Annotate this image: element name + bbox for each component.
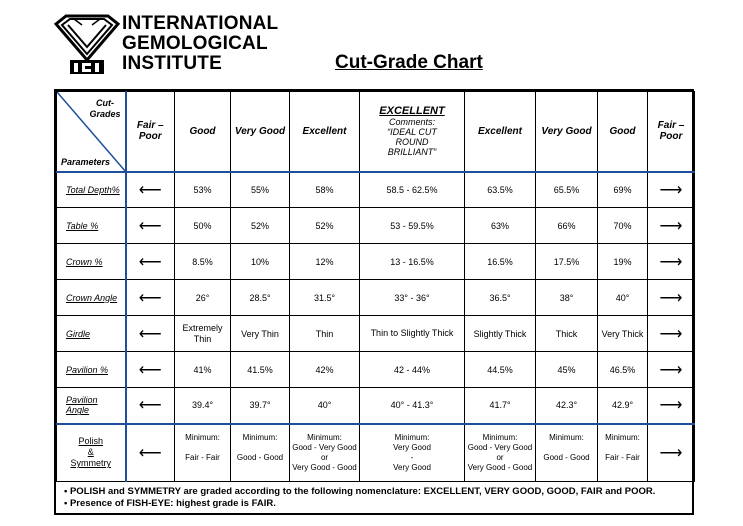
- polish-line: Minimum:: [242, 432, 278, 442]
- polish-line: Minimum:: [549, 432, 584, 442]
- note-fish-eye: • Presence of FISH-EYE: highest grade is FAIR.: [64, 498, 276, 509]
- left-arrow-icon: ⟵: [126, 352, 175, 388]
- value-cell: 70%: [598, 208, 648, 244]
- polish-line: Minimum:: [185, 432, 220, 442]
- value-cell: 33° - 36°: [360, 280, 465, 316]
- value-cell: Thin: [290, 316, 360, 352]
- parameter-row: [57, 352, 695, 388]
- ideal-comment-line: BRILLIANT”: [387, 146, 437, 157]
- value-cell: 63.5%: [465, 172, 536, 208]
- grade-good-left: [175, 92, 231, 172]
- right-arrow-icon: ⟶: [648, 172, 695, 208]
- value-cell: 69%: [598, 172, 648, 208]
- value-cell: 46.5%: [598, 352, 648, 388]
- polish-line: or: [496, 452, 504, 462]
- org-line-2: GEMOLOGICAL: [122, 33, 268, 54]
- grade-ideal: [360, 92, 465, 172]
- value-cell: 42%: [290, 352, 360, 388]
- value-cell: 38°: [536, 280, 598, 316]
- grade-good-right: [598, 92, 648, 172]
- grade-fair-poor-right: [648, 92, 695, 172]
- value-cell: 41%: [175, 352, 231, 388]
- value-cell: 31.5°: [290, 280, 360, 316]
- polish-line: Very Good: [393, 442, 431, 452]
- left-arrow-icon: ⟵: [126, 316, 175, 352]
- grade-label: Excellent: [302, 125, 347, 137]
- parameter-label: Pavilion %: [57, 352, 126, 388]
- polish-line: Very Good - Good: [292, 462, 357, 472]
- value-cell: 42.9°: [598, 388, 648, 424]
- polish-label-line: Polish: [78, 436, 103, 447]
- polish-label-line: &: [87, 447, 94, 458]
- value-cell: 45%: [536, 352, 598, 388]
- polish-cell: [598, 424, 648, 482]
- right-arrow-icon: ⟶: [648, 352, 695, 388]
- value-cell: 52%: [290, 208, 360, 244]
- value-cell: 36.5°: [465, 280, 536, 316]
- cut-grade-table: [54, 89, 694, 515]
- polish-line: or: [320, 452, 329, 462]
- parameter-label: Total Depth%: [57, 172, 126, 208]
- value-cell: 41.7°: [465, 388, 536, 424]
- value-cell: Extremely Thin: [175, 316, 231, 352]
- parameter-label: Crown %: [57, 244, 126, 280]
- grade-label: Good: [609, 125, 636, 137]
- polish-line: -: [410, 452, 414, 462]
- right-arrow-icon: ⟶: [648, 424, 695, 482]
- polish-symmetry-row: [57, 424, 695, 482]
- left-arrow-icon: ⟵: [126, 388, 175, 424]
- parameter-row: [57, 244, 695, 280]
- left-arrow-icon: ⟵: [126, 208, 175, 244]
- ideal-comment-line: “IDEAL CUT: [387, 126, 437, 137]
- value-cell: Very Thick: [598, 316, 648, 352]
- grade-label: Fair – Poor: [136, 120, 164, 143]
- value-cell: 44.5%: [465, 352, 536, 388]
- parameter-label: Crown Angle: [57, 280, 126, 316]
- value-cell: 42.3°: [536, 388, 598, 424]
- value-cell: 10%: [231, 244, 290, 280]
- polish-cell: [175, 424, 231, 482]
- organization-name: [122, 14, 278, 74]
- left-arrow-icon: ⟵: [126, 424, 175, 482]
- right-arrow-icon: ⟶: [648, 280, 695, 316]
- value-cell: 66%: [536, 208, 598, 244]
- value-cell: 40°: [598, 280, 648, 316]
- polish-line: Minimum:: [605, 432, 640, 442]
- left-arrow-icon: ⟵: [126, 280, 175, 316]
- polish-line: Good - Good: [543, 452, 590, 462]
- value-cell: 65.5%: [536, 172, 598, 208]
- polish-line: Good - Very Good: [292, 442, 357, 452]
- parameter-row: [57, 388, 695, 424]
- igi-diamond-logo-icon: [52, 14, 122, 76]
- polish-label-line: Symmetry: [70, 458, 111, 469]
- ideal-comments: [362, 117, 462, 157]
- value-cell: 55%: [231, 172, 290, 208]
- polish-line: Fair - Fair: [605, 452, 640, 462]
- value-cell: 58.5 - 62.5%: [360, 172, 465, 208]
- polish-symmetry-label: [57, 424, 126, 482]
- parameter-label: Pavilion Angle: [57, 388, 126, 424]
- right-arrow-icon: ⟶: [648, 244, 695, 280]
- polish-line: Minimum:: [307, 432, 342, 442]
- value-cell: Thin to Slightly Thick: [360, 316, 465, 352]
- right-arrow-icon: ⟶: [648, 388, 695, 424]
- polish-cell: [290, 424, 360, 482]
- ideal-comment-line: ROUND: [395, 136, 429, 147]
- grade-label: Very Good: [541, 125, 592, 137]
- value-cell: 42 - 44%: [360, 352, 465, 388]
- value-cell: 40° - 41.3°: [360, 388, 465, 424]
- polish-cell: [536, 424, 598, 482]
- polish-line: Good - Good: [236, 452, 284, 462]
- value-cell: 28.5°: [231, 280, 290, 316]
- polish-cell: [231, 424, 290, 482]
- parameter-label: Girdle: [57, 316, 126, 352]
- value-cell: 40°: [290, 388, 360, 424]
- parameter-row: [57, 280, 695, 316]
- polish-line: Good - Very Good: [467, 442, 533, 452]
- value-cell: 17.5%: [536, 244, 598, 280]
- grade-excellent-left: [290, 92, 360, 172]
- right-arrow-icon: ⟶: [648, 316, 695, 352]
- left-arrow-icon: ⟵: [126, 172, 175, 208]
- corner-cell: [57, 92, 126, 172]
- value-cell: Very Thin: [231, 316, 290, 352]
- grade-label: Fair – Poor: [657, 120, 685, 143]
- page-title: Cut-Grade Chart: [335, 52, 483, 73]
- value-cell: 19%: [598, 244, 648, 280]
- ideal-comment-line: Comments:: [388, 116, 435, 127]
- ideal-grade-label: EXCELLENT: [379, 104, 445, 117]
- corner-parameters: Parameters: [61, 156, 111, 167]
- polish-cell: [360, 424, 465, 482]
- value-cell: 50%: [175, 208, 231, 244]
- value-cell: 8.5%: [175, 244, 231, 280]
- value-cell: Thick: [536, 316, 598, 352]
- parameter-row: [57, 172, 695, 208]
- polish-line: Fair - Fair: [185, 452, 220, 462]
- grade-excellent-right: [465, 92, 536, 172]
- grade-very-good-right: [536, 92, 598, 172]
- value-cell: 58%: [290, 172, 360, 208]
- corner-grades: Grades: [89, 109, 121, 119]
- grade-fair-poor-left: [126, 92, 175, 172]
- value-cell: 53%: [175, 172, 231, 208]
- grade-label: Very Good: [234, 125, 286, 137]
- value-cell: 39.7°: [231, 388, 290, 424]
- value-cell: 52%: [231, 208, 290, 244]
- grade-very-good-left: [231, 92, 290, 172]
- polish-line: Very Good: [393, 462, 431, 472]
- value-cell: 12%: [290, 244, 360, 280]
- polish-line: Very Good - Good: [467, 462, 533, 472]
- value-cell: 16.5%: [465, 244, 536, 280]
- note-polish-symmetry: • POLISH and SYMMETRY are graded according to the following nomenclature: EXCELLENT, VERY GOOD, GOOD, FAIR and POOR.: [64, 486, 656, 497]
- polish-line: Minimum:: [482, 432, 518, 442]
- right-arrow-icon: ⟶: [648, 208, 695, 244]
- value-cell: 39.4°: [175, 388, 231, 424]
- value-cell: 63%: [465, 208, 536, 244]
- grade-header-row: [57, 92, 695, 172]
- parameter-row: [57, 316, 695, 352]
- corner-cut: Cut-: [95, 98, 114, 108]
- value-cell: 13 - 16.5%: [360, 244, 465, 280]
- parameter-row: [57, 208, 695, 244]
- polish-cell: [465, 424, 536, 482]
- polish-line: Minimum:: [394, 432, 430, 442]
- notes-section: [56, 482, 692, 513]
- left-arrow-icon: ⟵: [126, 244, 175, 280]
- org-line-1: INTERNATIONAL: [122, 13, 279, 34]
- value-cell: 26°: [175, 280, 231, 316]
- grade-label: Excellent: [478, 125, 522, 137]
- value-cell: 53 - 59.5%: [360, 208, 465, 244]
- value-cell: 41.5%: [231, 352, 290, 388]
- org-line-3: INSTITUTE: [122, 53, 222, 74]
- parameter-label: Table %: [57, 208, 126, 244]
- value-cell: Slightly Thick: [465, 316, 536, 352]
- grade-label: Good: [189, 125, 216, 137]
